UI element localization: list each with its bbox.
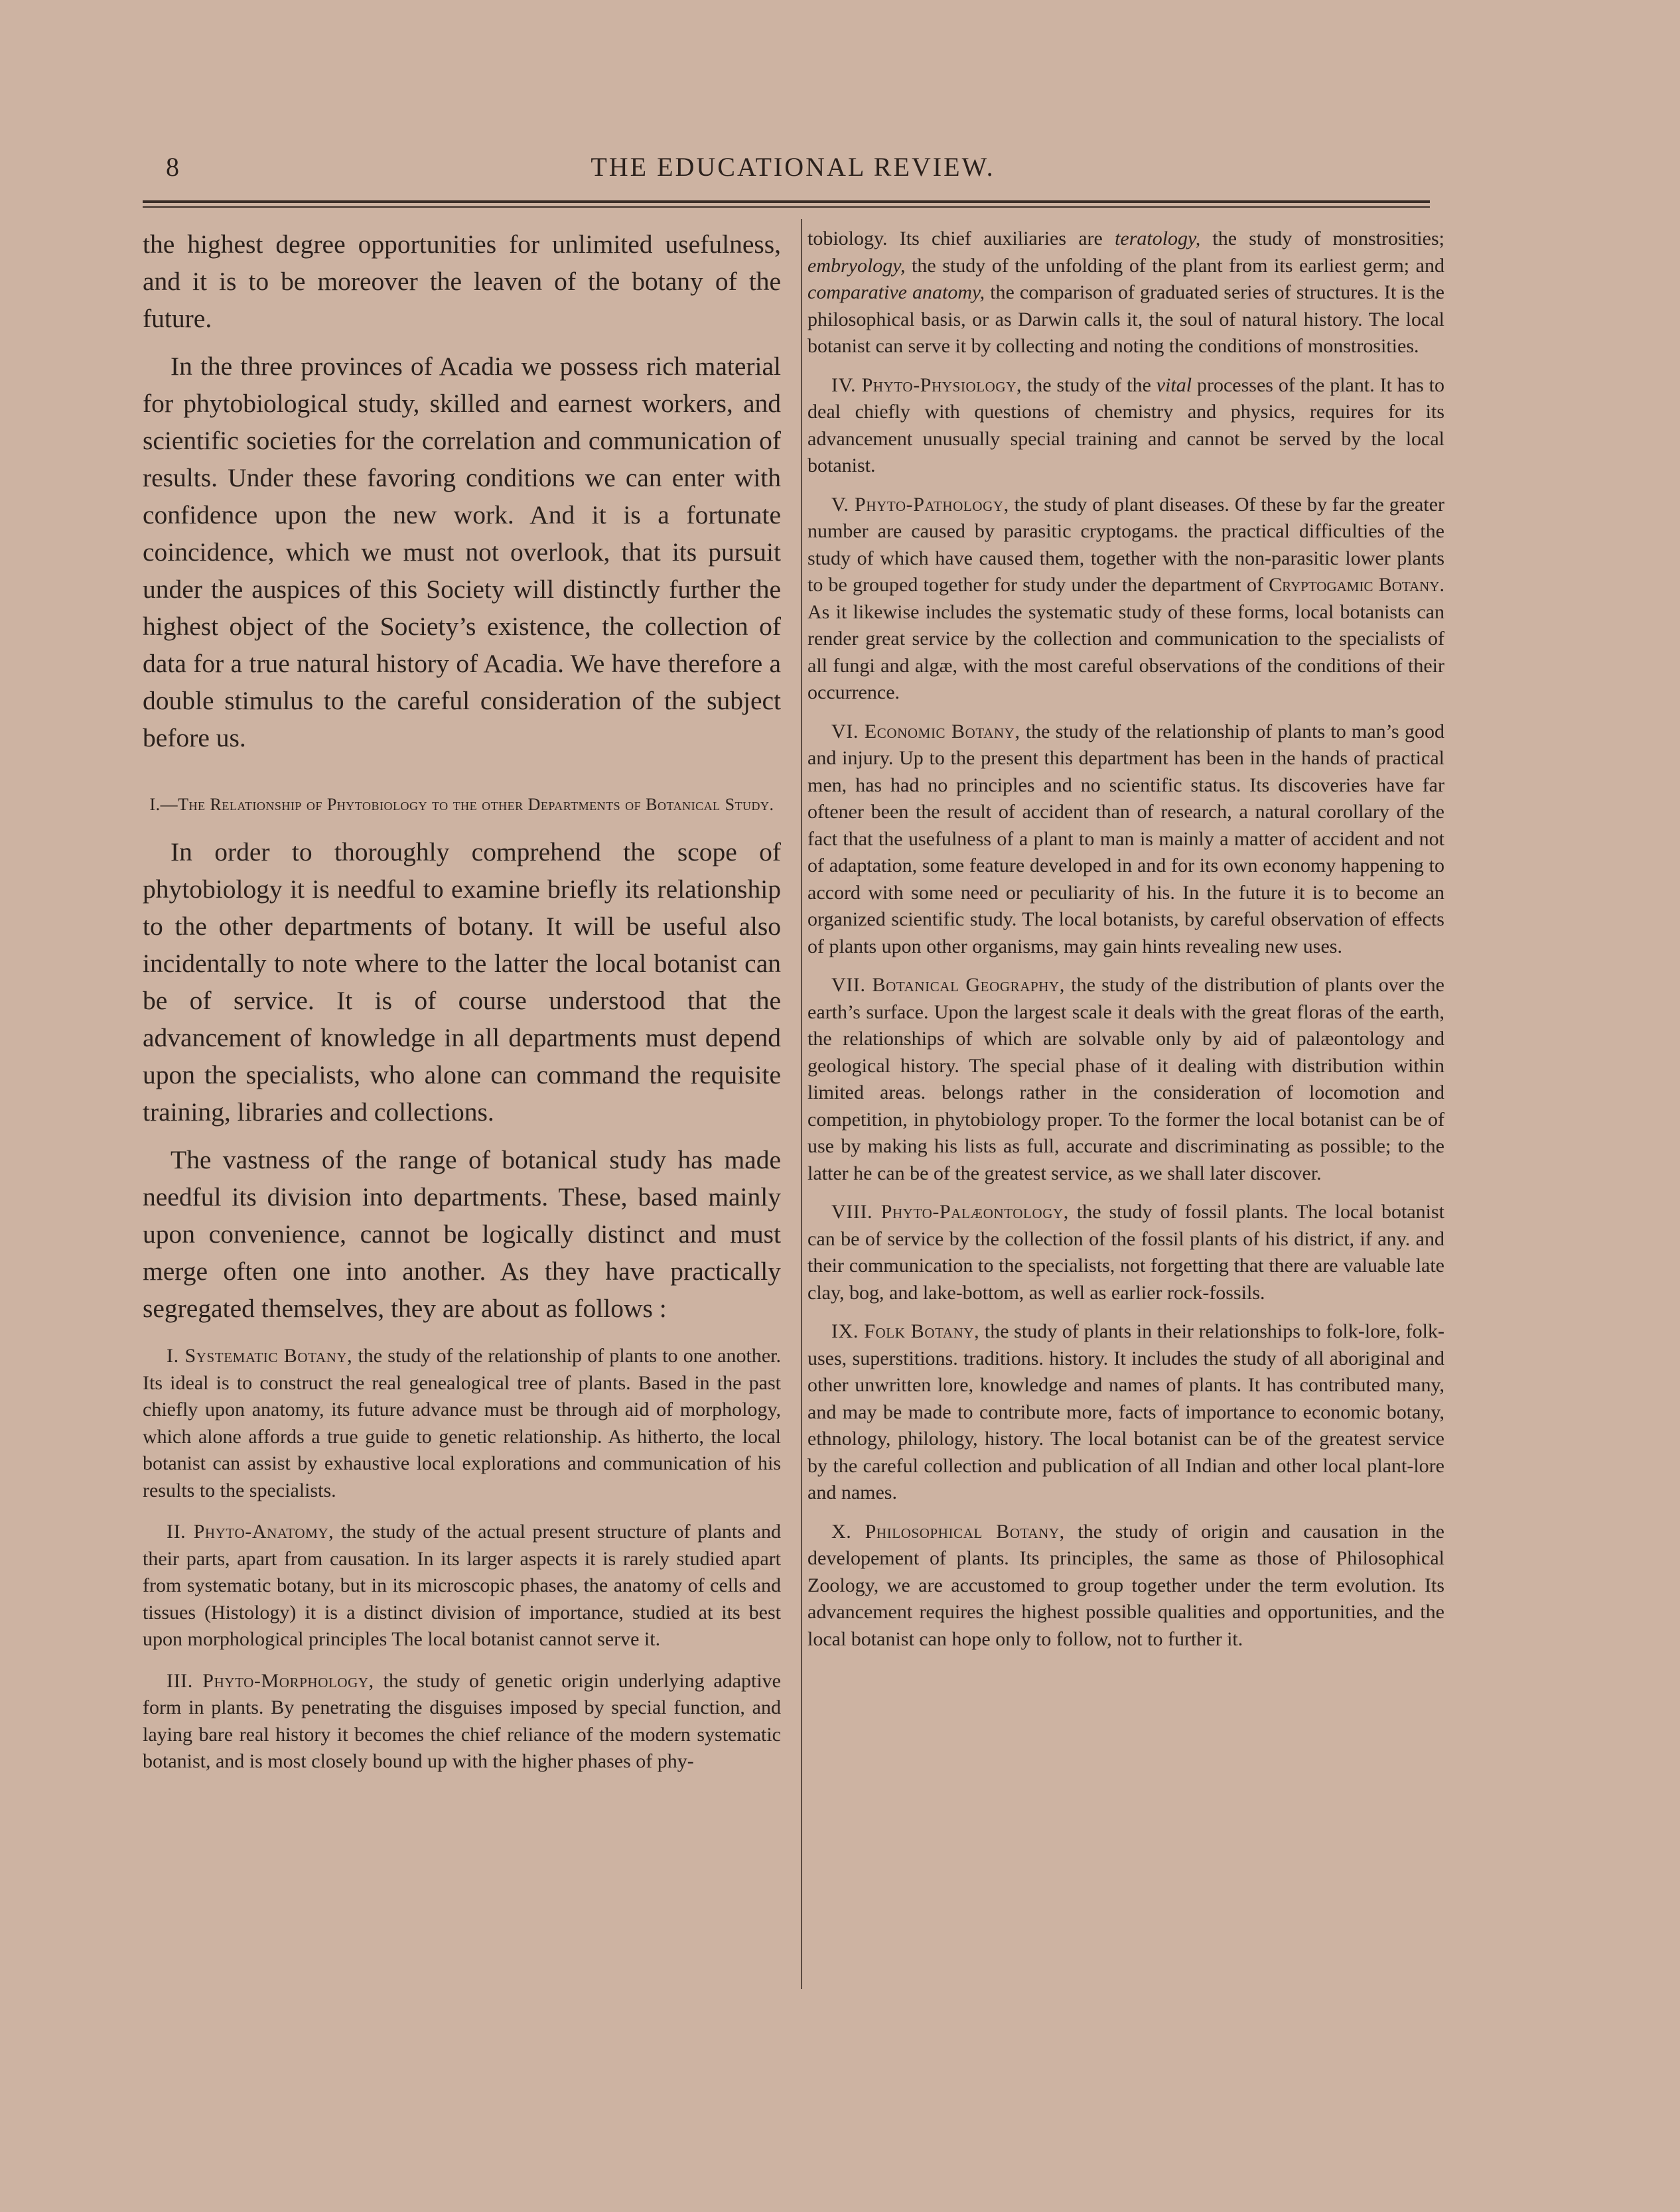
list-item: [807, 492, 1444, 707]
item-term: VII. Botanical Geography,: [831, 974, 1065, 996]
item-text: the study of fossil plants. The local botanist can be of service by the collection of the fossil plants of his district, if any. and their communication to the specialists, not forgetting that there are valuable late clay, bog, and lake-bottom, as well as earlier rock-fossils.: [807, 1201, 1445, 1304]
item-text: the study of plants in their relationships to folk-lore, folk-uses, superstitions. traditions. history. It includes the study of all aboriginal and other unwritten lore, knowledge and names of plants. It has contributed many, and may be made to contribute more, facts of importance to economic botany, ethnology, philology, history. The local botanist can be of the greatest service by the careful collection and publication of all Indian and other local plant-lore and names.: [807, 1320, 1444, 1503]
item-term: III. Phyto-Morphology,: [167, 1669, 374, 1692]
italic-term: teratology,: [1115, 228, 1201, 249]
item-text: As it likewise includes the systematic study of these forms, local botanists can render great service by the collection and communication to the specialists of all fungi and algæ, with the most careful observations of the conditions of their occurrence.: [807, 600, 1444, 703]
list-item: [807, 1318, 1444, 1507]
item-term: VI. Economic Botany,: [831, 720, 1020, 742]
paragraph: The vastness of the range of botanical study has made needful its division into departments. These, based mainly upon convenience, cannot be logically distinct and must merge often one into another. As they have practically segregated themselves, they are about as follows :: [143, 1145, 781, 1323]
right-column: [807, 226, 1444, 1665]
item-term: Cryptogamic Botany.: [1269, 574, 1444, 596]
item-text: the study of genetic origin underlying adaptive form in plants. By penetrating the disguises imposed by special function, and laying bare real history it becomes the chief reliance of the modern systematic botanist, and is most closely bound up with the higher phases of phy-: [143, 1669, 781, 1772]
item-term: II. Phyto-Anatomy,: [167, 1521, 334, 1543]
column-divider: [801, 219, 802, 1989]
paragraph: In the three provinces of Acadia we possess rich material for phytobiological study, skilled and earnest workers, and scientific societies for the correlation and communication of results. Under these favoring conditions we can enter with confidence upon the new work. And it is a fortunate coincidence, which we must not overlook, that its pursuit under the auspices of this Society will distinctly further the highest object of the Society’s existence, the collection of data for a true natural history of Acadia. We have therefore a double stimulus to the careful consideration of the subject before us.: [143, 352, 781, 752]
item-term: X. Philosophical Botany,: [831, 1520, 1065, 1543]
left-column: [143, 226, 781, 1775]
italic-term: comparative anatomy,: [807, 281, 985, 303]
item-text: tobiology. Its chief auxiliaries are: [807, 228, 1115, 249]
list-item: [807, 972, 1444, 1187]
list-item: [143, 1519, 781, 1653]
item-text: the study of the actual present structure of plants and their parts, apart from causation. In its larger aspects it is rarely studied apart from systematic botany, but in its microscopic phases, the anatomy of cells and tissues (Histology) it is a distinct division of importance, studied at its best upon morphological principles The local botanist cannot serve it.: [143, 1521, 781, 1650]
item-term: IX. Folk Botany,: [831, 1320, 980, 1342]
list-item: [143, 1343, 781, 1504]
list-item-continued: [807, 226, 1444, 360]
item-text: the study of origin and causation in the developement of plants. Its principles, the same as those of Philosophical Zoology, we are accustomed to group together under the term evolution. Its advancement requires the highest possible qualities and opportunities, and the local botanist can hope only to follow, not to further it.: [807, 1520, 1445, 1650]
page-number: 8: [166, 152, 179, 182]
item-text: the study of the relationship of plants to man’s good and injury. Up to the present this department has been in the hands of practical men, has had no principles and no scientific status. Its discoveries have far oftener been the result of accident than of research, a natural corollary of the fact that the usefulness of a plant to man is mainly a matter of accident and not of adaptation, some feature developed in and for its own economy happening to accord with some need or peculiarity of his. In the future it is to become an organized scientific study. The local botanists, by careful observation of effects of plants upon other organisms, may gain hints revealing new uses.: [807, 720, 1444, 957]
italic-term: vital: [1156, 374, 1192, 396]
section-heading: I.—The Relationship of Phytobiology to the other Departments of Botanical Study.: [149, 795, 774, 814]
item-text: the study of the unfolding of the plant from its earliest germ; and: [905, 254, 1444, 277]
list-item: [807, 1199, 1444, 1306]
item-text: processes of the plant. It has to deal chiefly with questions of chemistry and physics, requires for its advancement unusually special training and cannot be served by the local botanist.: [807, 374, 1444, 476]
italic-term: embryology,: [807, 254, 906, 277]
item-text: the study of the relationship of plants to one another. Its ideal is to construct the real genealogical tree of plants. Based in the past chiefly upon anatomy, its future advance must be through aid of morphology, which alone affords a true guide to genetic relationship. As hitherto, the local botanist can assist by exhaustive local explorations and communication of his results to the specialists.: [143, 1345, 781, 1501]
header-rule: [143, 200, 1430, 203]
list-item: [143, 1668, 781, 1775]
journal-title: THE EDUCATIONAL REVIEW.: [591, 152, 995, 182]
item-term: IV. Phyto-Physiology,: [831, 374, 1022, 396]
list-item: [807, 1519, 1444, 1653]
list-item: [807, 719, 1444, 961]
item-term: VIII. Phyto-Palæontology,: [831, 1201, 1069, 1223]
list-item: [807, 372, 1444, 480]
page-header: [153, 151, 1433, 183]
paragraph: the highest degree opportunities for unlimited usefulness, and it is to be moreover the leaven of the botany of the future.: [143, 230, 781, 333]
item-text: the study of the: [1022, 374, 1156, 396]
item-text: the comparison of graduated series of structures. It is the philosophical basis, or as Darwin calls it, the soul of natural history. The local botanist can serve it by collecting and noting the conditions of monstrosities.: [807, 281, 1444, 357]
item-term: I. Systematic Botany,: [167, 1345, 353, 1367]
item-term: V. Phyto-Pathology,: [831, 493, 1009, 516]
item-text: the study of the distribution of plants over the earth’s surface. Upon the largest scale it deals with the great floras of the earth, the relationships of which are solvable only by aid of palæontology and geological history. The special phase of it dealing with distribution within limited areas. belongs rather in the consideration of locomotion and competition, in phytobiology proper. To the former the local botanist can be of use by making his lists as full, accurate and discriminating as possible; to the latter he can be of the greatest service, as we shall later discover.: [807, 974, 1444, 1184]
header-rule-thin: [143, 206, 1430, 208]
item-text: the study of plant diseases. Of these by far the greater number are caused by parasitic cryptogams. the practical difficulties of the study of which have caused them, together with the non-parasitic lower plants to be grouped together for study under the department of: [807, 493, 1444, 596]
paragraph: In order to thoroughly comprehend the scope of phytobiology it is needful to examine briefly its relationship to the other departments of botany. It will be useful also incidentally to note where to the latter the local botanist can be of service. It is of course understood that the advancement of knowledge in all departments must depend upon the specialists, who alone can command the requisite training, libraries and collections.: [143, 837, 781, 1127]
item-text: the study of monstrosities;: [1200, 228, 1444, 249]
